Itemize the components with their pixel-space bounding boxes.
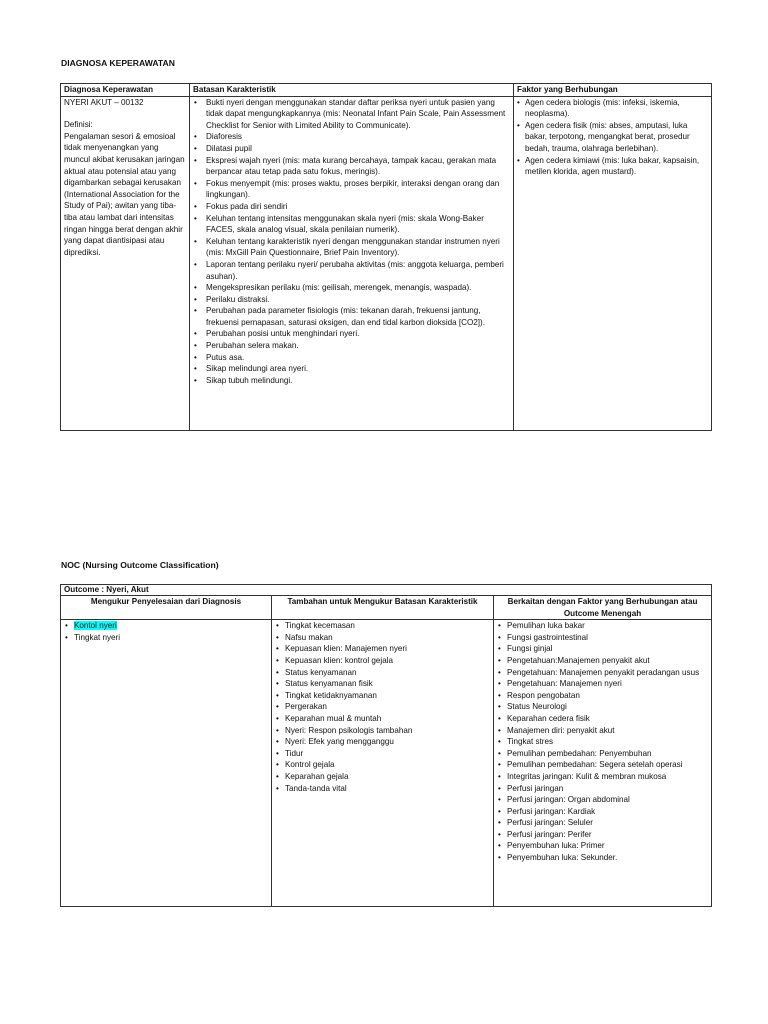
noc-col2-item-text: Tingkat kecemasan (285, 621, 355, 631)
noc-col2-item (275, 783, 490, 795)
noc-col3-item (497, 725, 708, 737)
noc-col1-item-text: Tingkat nyeri (74, 632, 121, 642)
characteristic-item (193, 236, 510, 259)
noc-col3-item-text: Perfusi jaringan: Perifer (507, 829, 592, 839)
noc-col2-item-text: Kepuasan klien: kontrol gejala (285, 655, 393, 665)
outcome-title: Outcome : Nyeri, Akut (61, 585, 712, 596)
noc-col1-list (64, 620, 268, 643)
factor-item-text: Agen cedera biologis (mis: infeksi, iskemia, neoplasma). (525, 97, 680, 119)
characteristic-item (193, 352, 510, 364)
factors-list (517, 97, 708, 178)
noc-col3-item (497, 759, 708, 771)
characteristic-item (193, 213, 510, 236)
noc-col3-item-text: Pengetahuan: Manajemen penyakit peradangan usus (507, 667, 700, 677)
noc-col3-item (497, 806, 708, 818)
diagnosis-table (60, 83, 712, 431)
noc-col2-item-text: Tanda-tanda vital (285, 783, 347, 793)
diagnosis-cell (61, 96, 190, 430)
factor-item (517, 120, 708, 155)
noc-col3-item-text: Fungsi gastrointestinal (507, 632, 588, 642)
characteristic-item (193, 259, 510, 282)
noc-col3-cell (494, 620, 712, 907)
noc-col3-item (497, 643, 708, 655)
characteristic-item (193, 97, 510, 132)
noc-col3-item (497, 748, 708, 760)
noc-col2-item (275, 701, 490, 713)
noc-col3-item-text: Pemulihan luka bakar (507, 621, 585, 631)
characteristic-item (193, 340, 510, 352)
header-diagnosa: Diagnosa Keperawatan (61, 84, 190, 97)
noc-col2-item (275, 736, 490, 748)
header-berkaitan: Berkaitan dengan Faktor yang Berhubungan atau Outcome Menengah (494, 596, 712, 620)
header-faktor: Faktor yang Berhubungan (514, 84, 712, 97)
noc-col2-item-text: Status kenyamanan (285, 667, 357, 677)
noc-col3-item-text: Pengetahuan: Manajemen nyeri (507, 679, 622, 689)
noc-col2-item-text: Nyeri: Efek yang mengganggu (285, 737, 394, 747)
noc-col2-cell (272, 620, 494, 907)
section-heading-diagnosa: DIAGNOSA KEPERAWATAN (61, 58, 175, 68)
noc-col3-item (497, 713, 708, 725)
noc-col3-item-text: Perfusi jaringan: Organ abdominal (507, 795, 630, 805)
characteristic-item (193, 131, 510, 143)
characteristic-item (193, 305, 510, 328)
header-penyelesaian: Mengukur Penyelesaian dari Diagnosis (61, 596, 272, 620)
factor-item-text: Agen cedera fisik (mis: abses, amputasi, luka bakar, terpotong, mengangkat berat, prosedur bedah, trauma, olahraga berlebihan). (525, 120, 690, 153)
noc-col2-item (275, 759, 490, 771)
noc-col2-item-text: Kepuasan klien: Manajemen nyeri (285, 644, 407, 654)
factors-cell (514, 96, 712, 430)
factor-item (517, 97, 708, 120)
noc-col3-item-text: Fungsi ginjal (507, 644, 553, 654)
diagnosis-table-header (61, 84, 712, 97)
section-heading-noc: NOC (Nursing Outcome Classification) (61, 560, 219, 570)
noc-col3-list (497, 620, 708, 863)
characteristics-cell (190, 96, 514, 430)
noc-col3-item-text: Tingkat stres (507, 737, 554, 747)
noc-col2-item (275, 655, 490, 667)
characteristic-item (193, 155, 510, 178)
characteristic-item-text: Dilatasi pupil (206, 143, 252, 153)
characteristic-item-text: Ekspresi wajah nyeri (mis: mata kurang bercahaya, tampak kacau, gerakan mata berpancar atau tetap pada satu fokus, meringis). (206, 155, 497, 177)
characteristic-item (193, 201, 510, 213)
characteristic-item-text: Keluhan tentang intensitas menggunakan skala nyeri (mis: skala Wong-Baker FACES, skala analog visual, skala penilaian numerik). (206, 213, 484, 235)
noc-col2-item (275, 713, 490, 725)
noc-col3-item-text: Perfusi jaringan: Kardiak (507, 806, 596, 816)
characteristic-item-text: Mengekspresikan perilaku (mis: geilisah, merengek, menangis, waspada). (206, 283, 472, 293)
characteristic-item (193, 328, 510, 340)
characteristic-item-text: Keluhan tentang karakteristik nyeri dengan menggunakan standar instrumen nyeri (mis: MxGill Pain Questionnaire, Brief Pain Inventory). (206, 236, 500, 258)
factor-item-text: Agen cedera kimiawi (mis: luka bakar, kapsaisin, metilen klorida, agen mustard). (525, 155, 700, 177)
noc-col3-item-text: Penyembuhan luka: Primer (507, 841, 605, 851)
noc-col3-item-text: Pengetahuan:Manajemen penyakit akut (507, 655, 650, 665)
noc-table (60, 584, 712, 907)
noc-col1-item (64, 632, 268, 644)
noc-col2-item (275, 725, 490, 737)
noc-col2-item-text: Keparahan mual & muntah (285, 713, 382, 723)
header-batasan: Batasan Karakteristik (190, 84, 514, 97)
noc-col3-item (497, 632, 708, 644)
noc-col2-item-text: Kontrol gejala (285, 760, 335, 770)
noc-col3-item (497, 852, 708, 864)
noc-col3-item (497, 817, 708, 829)
noc-col1-cell (61, 620, 272, 907)
noc-col2-item (275, 632, 490, 644)
characteristic-item-text: Perilaku distraksi. (206, 294, 270, 304)
characteristic-item-text: Sikap melindungi area nyeri. (206, 364, 309, 374)
characteristic-item-text: Putus asa. (206, 352, 245, 362)
noc-col3-item (497, 667, 708, 679)
characteristics-list (193, 97, 510, 387)
noc-col2-item-text: Nafsu makan (285, 632, 333, 642)
characteristic-item (193, 282, 510, 294)
noc-col3-item-text: Pemulihan pembedahan: Segera setelah operasi (507, 760, 683, 770)
characteristic-item (193, 143, 510, 155)
characteristic-item-text: Perubahan selera makan. (206, 341, 299, 351)
definition-label: Definisi: (64, 120, 93, 130)
noc-col2-item-text: Tingkat ketidaknyamanan (285, 690, 377, 700)
noc-col2-list (275, 620, 490, 794)
noc-col3-item-text: Integritas jaringan: Kulit & membran mukosa (507, 771, 667, 781)
noc-col3-item (497, 840, 708, 852)
noc-col2-item-text: Pergerakan (285, 702, 327, 712)
noc-body-row (61, 620, 712, 907)
noc-col3-item (497, 794, 708, 806)
diagnosis-code: NYERI AKUT – 00132 (64, 97, 144, 107)
noc-col2-item-text: Nyeri: Respon psikologis tambahan (285, 725, 413, 735)
noc-col2-item (275, 771, 490, 783)
noc-col3-item (497, 829, 708, 841)
noc-col3-item (497, 655, 708, 667)
noc-col3-item (497, 736, 708, 748)
characteristic-item-text: Fokus menyempit (mis: proses waktu, proses berpikir, interaksi dengan orang dan lingkungan). (206, 178, 500, 200)
characteristic-item-text: Fokus pada diri sendiri (206, 201, 288, 211)
noc-header-row (61, 596, 712, 620)
noc-col3-item-text: Penyembuhan luka: Sekunder. (507, 853, 618, 863)
noc-col3-item (497, 690, 708, 702)
noc-col2-item-text: Status kenyamanan fisik (285, 679, 373, 689)
header-tambahan: Tambahan untuk Mengukur Batasan Karakteristik (272, 596, 494, 620)
definition-text: Pengalaman sesori & emosioal tidak menyenangkan yang muncul akibat kerusakan jaringan aktual atau potensial atau yang digambarkan sebagai kerusakan (International Association for the Study of Pai); awitan yang tiba-tiba atau lambat dari intensitas ringan hingga berat dengan akhir yang dapat diantisipasi atau diprediksi. (64, 131, 185, 257)
characteristic-item (193, 363, 510, 375)
noc-col3-item-text: Pemulihan pembedahan: Penyembuhan (507, 748, 652, 758)
noc-col3-item-text: Perfusi jaringan: Seluler (507, 818, 593, 828)
characteristic-item-text: Bukti nyeri dengan menggunakan standar daftar periksa nyeri untuk pasien yang tidak dapat mengungkapkannya (mis: Neonatal Infant Pain Scale, Pain Assessment Checklist for Senior with Limited Ability to Communicate). (206, 97, 506, 130)
characteristic-item-text: Diaforesis (206, 132, 242, 142)
noc-col3-item-text: Manajemen diri: penyakit akut (507, 725, 615, 735)
characteristic-item (193, 294, 510, 306)
characteristic-item-text: Sikap tubuh melindungi. (206, 375, 293, 385)
characteristic-item-text: Perubahan posisi untuk menghindari nyeri. (206, 329, 360, 339)
noc-col3-item (497, 783, 708, 795)
noc-col2-item (275, 620, 490, 632)
characteristic-item (193, 178, 510, 201)
noc-col3-item-text: Respon pengobatan (507, 690, 580, 700)
characteristic-item-text: Laporan tentang perilaku nyeri/ perubaha aktivitas (mis: anggota keluarga, pemberi asuhan). (206, 259, 504, 281)
noc-col3-item (497, 678, 708, 690)
noc-col3-item (497, 620, 708, 632)
noc-col2-item-text: Keparahan gejala (285, 771, 349, 781)
characteristic-item (193, 375, 510, 387)
diagnosis-table-row (61, 96, 712, 430)
noc-col3-item (497, 771, 708, 783)
noc-col2-item (275, 690, 490, 702)
noc-col2-item-text: Tidur (285, 748, 304, 758)
noc-col3-item-text: Perfusi jaringan (507, 783, 564, 793)
noc-col2-item (275, 748, 490, 760)
factor-item (517, 155, 708, 178)
noc-col1-item-text: Kontol nyeri (74, 621, 117, 631)
noc-col2-item (275, 678, 490, 690)
noc-col1-item (64, 620, 268, 632)
noc-col3-item-text: Status Neurologi (507, 702, 567, 712)
noc-col3-item (497, 701, 708, 713)
noc-outcome-row (61, 585, 712, 596)
characteristic-item-text: Perubahan pada parameter fisiologis (mis: tekanan darah, frekuensi jantung, frekuensi pernapasan, saturasi oksigen, dan end tidal karbon dioksida [CO2]). (206, 306, 485, 327)
noc-col2-item (275, 643, 490, 655)
noc-col3-item-text: Keparahan cedera fisik (507, 713, 590, 723)
noc-col2-item (275, 667, 490, 679)
